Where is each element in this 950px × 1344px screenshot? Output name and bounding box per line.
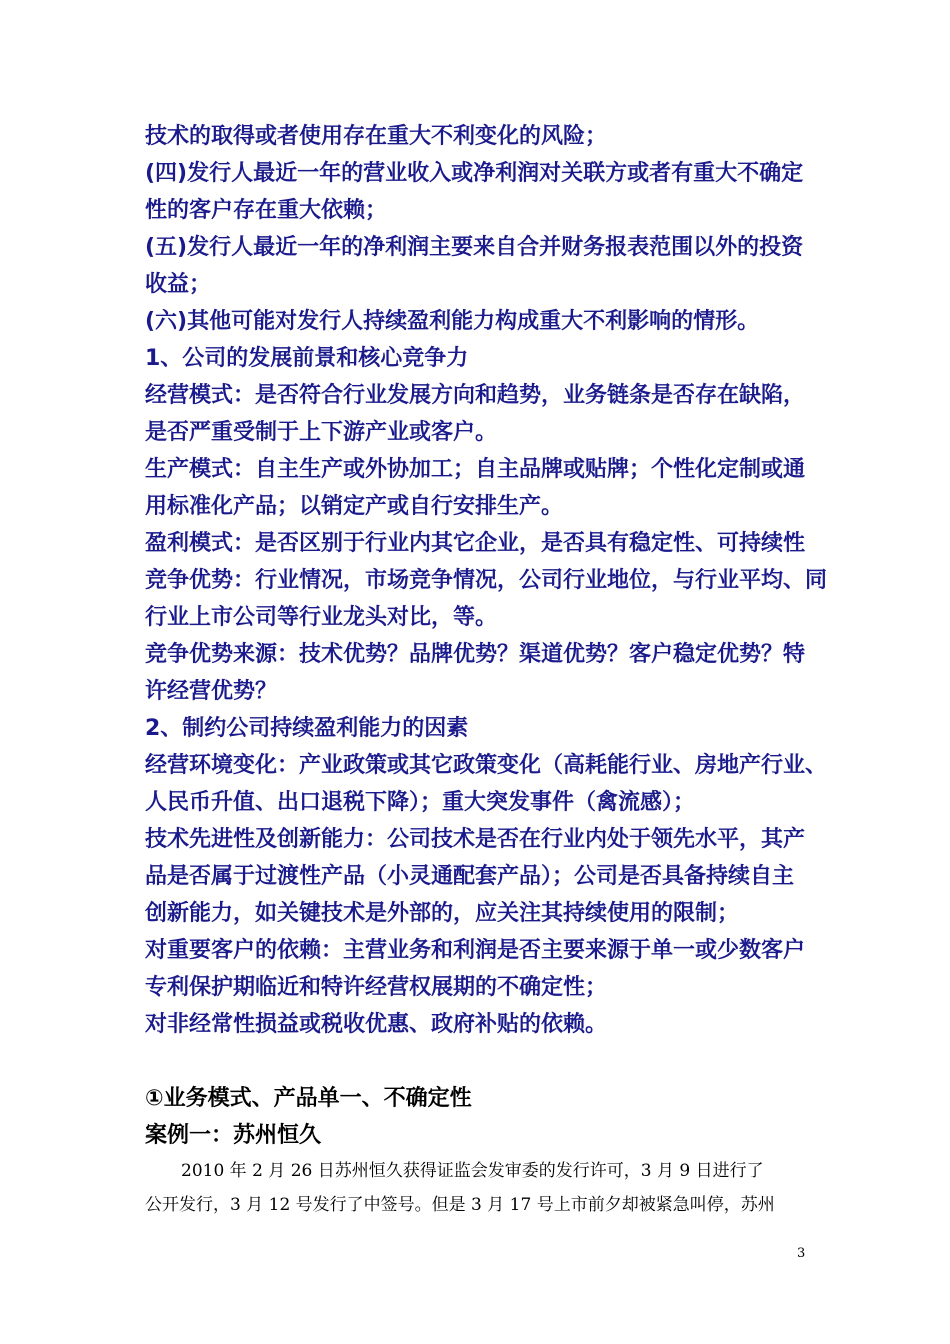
- section-heading-1: 1、公司的发展前景和核心竞争力: [145, 346, 469, 371]
- text-line: 生产模式：自主生产或外协加工；自主品牌或贴牌；个性化定制或通: [145, 457, 806, 482]
- text-line: 人民币升值、出口退税下降）；重大突发事件（禽流感）；: [145, 790, 696, 815]
- text-line: 经营模式：是否符合行业发展方向和趋势，业务链条是否存在缺陷，: [145, 383, 806, 408]
- body-paragraph-line: 2010 年 2 月 26 日苏州恒久获得证监会发审委的发行许可，3 月 9 日进行了: [181, 1161, 764, 1181]
- section-heading-2: 2、制约公司持续盈利能力的因素: [145, 716, 469, 741]
- text-line: 专利保护期临近和特许经营权展期的不确定性；: [145, 975, 608, 1000]
- case-title: 案例一：苏州恒久: [145, 1123, 322, 1148]
- text-line: 竞争优势：行业情况，市场竞争情况，公司行业地位，与行业平均、同: [145, 568, 828, 593]
- page-number: 3: [797, 1246, 806, 1261]
- text-line: 许经营优势？: [145, 679, 278, 704]
- text-line: 对非经常性损益或税收优惠、政府补贴的依赖。: [145, 1012, 608, 1037]
- text-line: 行业上市公司等行业龙头对比，等。: [145, 605, 498, 630]
- text-line: 盈利模式：是否区别于行业内其它企业，是否具有稳定性、可持续性: [145, 531, 806, 556]
- text-line: 收益；: [145, 272, 212, 297]
- text-line: 经营环境变化：产业政策或其它政策变化（高耗能行业、房地产行业、: [145, 753, 828, 778]
- text-line: 是否严重受制于上下游产业或客户。: [145, 420, 498, 445]
- text-line: 技术先进性及创新能力：公司技术是否在行业内处于领先水平，其产: [145, 827, 806, 852]
- text-line: 对重要客户的依赖：主营业务和利润是否主要来源于单一或少数客户: [145, 938, 806, 963]
- body-paragraph-line: 公开发行，3 月 12 号发行了中签号。但是 3 月 17 号上市前夕却被紧急叫停，苏州: [145, 1195, 775, 1215]
- text-line: 性的客户存在重大依赖；: [145, 198, 388, 223]
- text-line: 创新能力，如关键技术是外部的，应关注其持续使用的限制；: [145, 901, 740, 926]
- text-line: 用标准化产品；以销定产或自行安排生产。: [145, 494, 564, 519]
- text-line: 竞争优势来源：技术优势？品牌优势？渠道优势？客户稳定优势？特: [145, 642, 806, 667]
- text-line: 品是否属于过渡性产品（小灵通配套产品）；公司是否具备持续自主: [145, 864, 795, 889]
- text-line: (五)发行人最近一年的净利润主要来自合并财务报表范围以外的投资: [145, 235, 804, 260]
- blank-line: [145, 1043, 810, 1080]
- text-line: 技术的取得或者使用存在重大不利变化的风险；: [145, 124, 608, 149]
- text-line: (四)发行人最近一年的营业收入或净利润对关联方或者有重大不确定: [145, 161, 804, 186]
- subsection-heading: ①业务模式、产品单一、不确定性: [145, 1086, 472, 1111]
- page-content: [145, 118, 828, 1222]
- text-line: (六)其他可能对发行人持续盈利能力构成重大不利影响的情形。: [145, 309, 760, 334]
